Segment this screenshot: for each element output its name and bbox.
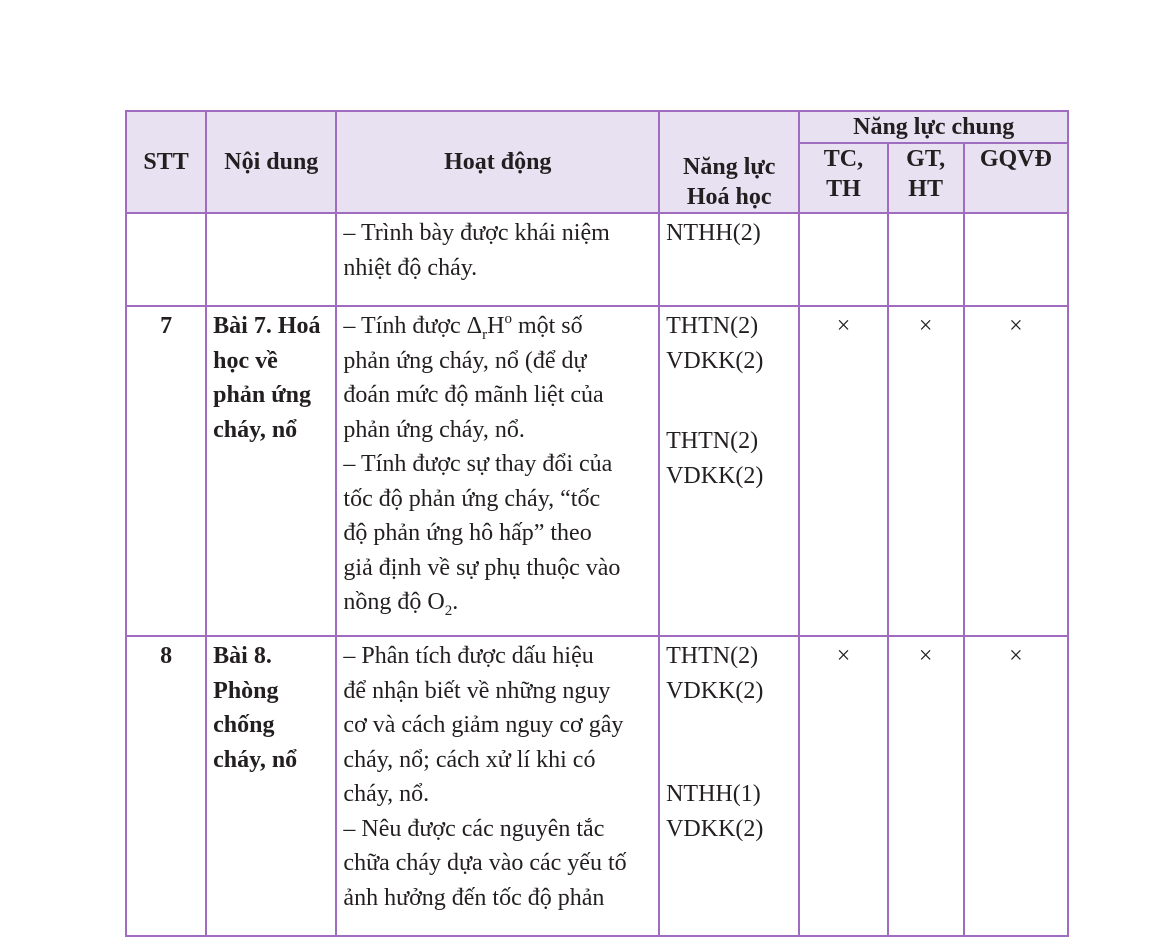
hoat-dong-text: . bbox=[452, 589, 459, 615]
nang-luc-spacer bbox=[666, 708, 794, 777]
nang-luc-code: VDKK(2) bbox=[666, 462, 764, 489]
nang-luc-spacer bbox=[666, 378, 794, 424]
header-noi-dung: Nội dung bbox=[206, 111, 336, 213]
nang-luc-code: NTHH(1) bbox=[666, 781, 761, 807]
gqvd-mark bbox=[964, 213, 1068, 306]
nang-luc-code: NTHH(2) bbox=[666, 220, 761, 246]
header-tc-th bbox=[799, 143, 887, 213]
hoat-dong-cell bbox=[336, 636, 659, 936]
noi-dung-cell bbox=[206, 213, 336, 306]
stt-cell: 8 bbox=[126, 636, 206, 936]
gqvd-mark: × bbox=[964, 306, 1068, 636]
noi-dung-line: Phòng bbox=[213, 677, 279, 704]
hoat-dong-line: nhiệt độ cháy. bbox=[343, 254, 478, 281]
header-stt: STT bbox=[126, 111, 206, 213]
noi-dung-line: cháy, nổ bbox=[213, 416, 298, 443]
nang-luc-cell bbox=[659, 636, 799, 936]
hoat-dong-line: ảnh hưởng đến tốc độ phản bbox=[343, 884, 605, 911]
header-gt-line2: HT bbox=[908, 176, 943, 202]
hoat-dong-line: – Trình bày được khái niệm bbox=[343, 220, 610, 246]
noi-dung-line: phản ứng bbox=[213, 382, 311, 408]
hoat-dong-line: để nhận biết về những nguy bbox=[343, 677, 611, 704]
superscript-o: o bbox=[504, 311, 512, 327]
hoat-dong-line: phản ứng cháy, nổ (để dự bbox=[343, 347, 587, 374]
hoat-dong-line bbox=[343, 585, 654, 620]
hoat-dong-line: đoán mức độ mãnh liệt của bbox=[343, 382, 604, 408]
noi-dung-line: học về bbox=[213, 347, 278, 374]
noi-dung-line: Bài 7. Hoá bbox=[213, 313, 321, 339]
noi-dung-cell bbox=[206, 306, 336, 636]
hoat-dong-line: cháy, nổ; cách xử lí khi có bbox=[343, 746, 596, 773]
nang-luc-code: THTN(2) bbox=[666, 428, 759, 454]
table-row bbox=[126, 213, 1068, 306]
stt-cell: 7 bbox=[126, 306, 206, 636]
subscript-2: 2 bbox=[444, 603, 453, 619]
hoat-dong-line: độ phản ứng hô hấp” theo bbox=[343, 520, 592, 546]
nang-luc-code: VDKK(2) bbox=[666, 815, 764, 842]
nang-luc-code: THTN(2) bbox=[666, 313, 759, 339]
header-nang-luc-chung: Năng lực chung bbox=[799, 111, 1068, 143]
hoat-dong-line bbox=[343, 309, 654, 344]
hoat-dong-line: cháy, nổ. bbox=[343, 781, 430, 807]
table-row bbox=[126, 636, 1068, 936]
nang-luc-cell bbox=[659, 213, 799, 306]
hoat-dong-line: phản ứng cháy, nổ. bbox=[343, 416, 525, 443]
nang-luc-code: VDKK(2) bbox=[666, 677, 764, 704]
nang-luc-code: THTN(2) bbox=[666, 643, 759, 669]
hoat-dong-text: – Tính được Δ bbox=[343, 313, 483, 339]
tc-th-mark: × bbox=[799, 636, 887, 936]
header-nang-luc-line2: Hoá học bbox=[686, 184, 772, 210]
noi-dung-line: Bài 8. bbox=[213, 643, 272, 669]
subscript-r: r bbox=[482, 327, 488, 343]
noi-dung-cell bbox=[206, 636, 336, 936]
hoat-dong-cell bbox=[336, 213, 659, 306]
tc-th-mark bbox=[799, 213, 887, 306]
header-tc-line1: TC, bbox=[823, 146, 864, 172]
header-tc-line2: TH bbox=[826, 176, 861, 202]
table-row bbox=[126, 306, 1068, 636]
nang-luc-code: VDKK(2) bbox=[666, 347, 764, 374]
hoat-dong-line: cơ và cách giảm nguy cơ gây bbox=[343, 712, 624, 738]
header-hoat-dong: Hoạt động bbox=[336, 111, 659, 213]
tc-th-mark: × bbox=[799, 306, 887, 636]
header-gt-line1: GT, bbox=[906, 146, 946, 172]
noi-dung-line: chống bbox=[213, 712, 275, 738]
hoat-dong-line: – Phân tích được dấu hiệu bbox=[343, 643, 594, 669]
hoat-dong-text: nồng độ O bbox=[343, 589, 445, 615]
gqvd-mark: × bbox=[964, 636, 1068, 936]
gt-ht-mark: × bbox=[888, 636, 964, 936]
hoat-dong-cell bbox=[336, 306, 659, 636]
hoat-dong-text: một số bbox=[511, 313, 583, 339]
header-gt-ht bbox=[888, 143, 964, 213]
gt-ht-mark bbox=[888, 213, 964, 306]
noi-dung-line: cháy, nổ bbox=[213, 746, 298, 773]
header-gqvd: GQVĐ bbox=[964, 143, 1068, 213]
hoat-dong-line: – Tính được sự thay đổi của bbox=[343, 451, 613, 477]
hoat-dong-line: – Nêu được các nguyên tắc bbox=[343, 815, 605, 842]
gt-ht-mark: × bbox=[888, 306, 964, 636]
hoat-dong-line: giả định về sự phụ thuộc vào bbox=[343, 554, 621, 581]
hoat-dong-line: tốc độ phản ứng cháy, “tốc bbox=[343, 485, 601, 512]
nang-luc-cell bbox=[659, 306, 799, 636]
hoat-dong-line: chữa cháy dựa vào các yếu tố bbox=[343, 850, 627, 876]
header-nang-luc-hoa-hoc bbox=[659, 111, 799, 213]
stt-cell bbox=[126, 213, 206, 306]
hoat-dong-text: H bbox=[487, 313, 505, 339]
table-header bbox=[126, 111, 1068, 213]
competency-table bbox=[125, 110, 1069, 937]
header-nang-luc-line1: Năng lực bbox=[683, 154, 776, 180]
